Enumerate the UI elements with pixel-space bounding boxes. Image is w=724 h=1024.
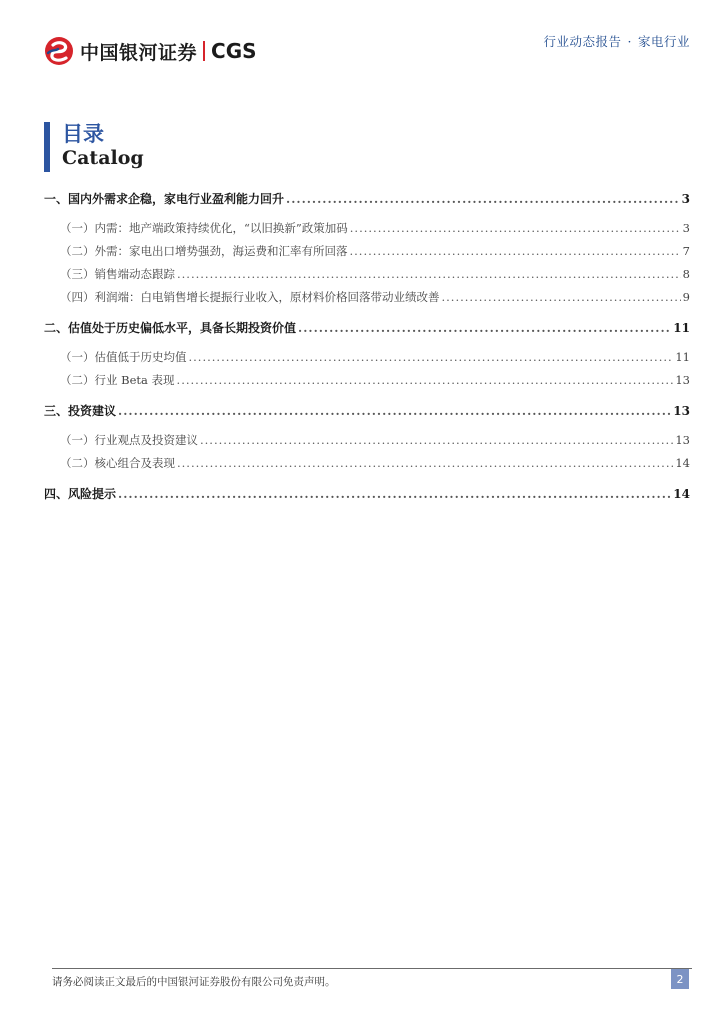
dot-leader [298, 321, 671, 335]
title-accent-bar [44, 122, 50, 172]
toc-entry[interactable] [44, 349, 690, 365]
toc-title-cn: 目录 [62, 121, 104, 146]
toc-title-en: Catalog [62, 147, 144, 169]
toc-entry-number: 三、 [44, 404, 69, 418]
toc-entry-title: 行业 Beta 表现 [94, 373, 175, 387]
dot-leader [442, 290, 681, 304]
cgs-logo-icon [44, 36, 74, 66]
toc-entry-number: （一） [60, 433, 95, 447]
toc-entry-page: 13 [673, 404, 690, 418]
toc-entry[interactable] [44, 220, 690, 236]
toc-entry-title: 国内外需求企稳，家电行业盈利能力回升 [68, 192, 285, 206]
toc-entry-page: 8 [682, 267, 690, 281]
toc-entry-number: （一） [60, 350, 95, 364]
industry-label: 家电行业 [637, 34, 690, 49]
toc-entry[interactable] [44, 372, 690, 388]
toc-entry[interactable] [44, 402, 690, 419]
toc-entry[interactable] [44, 319, 690, 336]
logo-separator [203, 41, 205, 61]
report-type-label: 行业动态报告 [543, 34, 622, 49]
dot-leader [177, 456, 673, 470]
toc-entry[interactable] [44, 266, 690, 282]
company-logo [44, 36, 257, 66]
toc-entry-page: 13 [675, 433, 690, 447]
dot-leader [118, 404, 671, 418]
toc-entry-page: 11 [675, 350, 690, 364]
toc-entry[interactable] [44, 455, 690, 471]
toc-entry-number: 二、 [44, 321, 69, 335]
toc-entry-title: 销售端动态跟踪 [94, 267, 175, 281]
toc-entry-number: （二） [60, 456, 95, 470]
toc-entry-page: 11 [673, 321, 690, 335]
toc-entry[interactable] [44, 432, 690, 448]
toc-entry-title: 投资建议 [68, 404, 117, 418]
toc-entry-number: （一） [60, 221, 95, 235]
page-number: 2 [671, 969, 689, 989]
dot-leader [118, 487, 671, 501]
toc-entry-title: 风险提示 [68, 487, 117, 501]
toc-entry-page: 3 [682, 221, 690, 235]
toc-entry[interactable] [44, 289, 690, 305]
report-category [543, 32, 690, 50]
toc-entry-title: 估值低于历史均值 [94, 350, 187, 364]
logo-text-cn: 中国银河证券 [80, 41, 198, 64]
toc-entry[interactable] [44, 190, 690, 207]
toc-entry-page: 9 [682, 290, 690, 304]
toc-entry-number: （三） [60, 267, 95, 281]
toc-entry-title: 内需：地产端政策持续优化，“以旧换新”政策加码 [94, 221, 348, 235]
toc-entry-page: 13 [675, 373, 690, 387]
toc-entry-number: （二） [60, 244, 95, 258]
toc-entry-page: 14 [673, 487, 690, 501]
toc-entry-number: 四、 [44, 487, 69, 501]
footer-divider [52, 968, 692, 969]
toc-entry-page: 7 [682, 244, 690, 258]
dot-leader [200, 433, 673, 447]
toc-entry-title: 估值处于历史偏低水平，具备长期投资价值 [68, 321, 297, 335]
footer-disclaimer: 请务必阅读正文最后的中国银河证券股份有限公司免责声明。 [52, 976, 336, 988]
dot-leader [177, 373, 674, 387]
logo-text-en: CGS [211, 39, 257, 63]
dot-leader [189, 350, 674, 364]
toc-entry[interactable] [44, 485, 690, 502]
toc-entry-page: 14 [675, 456, 690, 470]
dot-leader [350, 221, 681, 235]
toc-entry-title: 外需：家电出口增势强劲，海运费和汇率有所回落 [94, 244, 348, 258]
toc-entry-title: 行业观点及投资建议 [94, 433, 198, 447]
toc-entry-page: 3 [681, 192, 690, 206]
toc-entry-number: （二） [60, 373, 95, 387]
dot-leader [350, 244, 681, 258]
toc-entry-title: 核心组合及表现 [94, 456, 175, 470]
dot-leader [177, 267, 681, 281]
dot-leader [286, 192, 680, 206]
toc-entry-number: 一、 [44, 192, 69, 206]
toc-entry[interactable] [44, 243, 690, 259]
toc-entry-number: （四） [60, 290, 95, 304]
toc-entry-title: 利润端：白电销售增长提振行业收入，原材料价格回落带动业绩改善 [94, 290, 440, 304]
separator-dot: · [627, 34, 632, 49]
